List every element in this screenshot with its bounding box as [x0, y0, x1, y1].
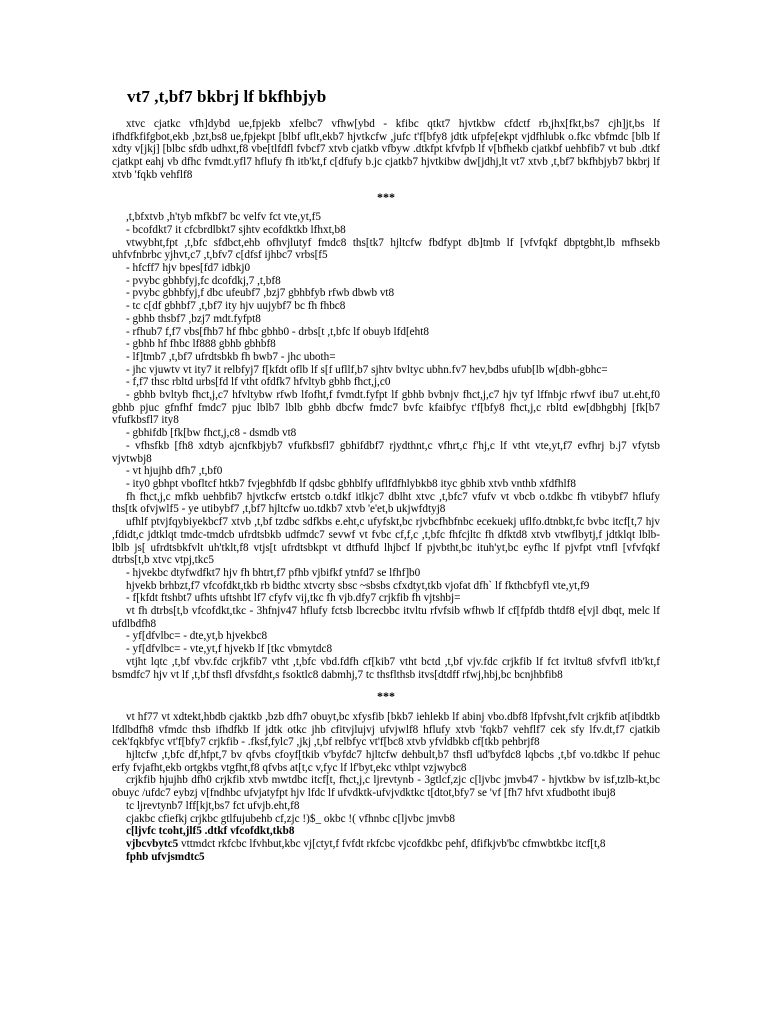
paragraph: - gbhb hf fhbc lf888 gbhb gbhbf8 — [126, 338, 276, 351]
paragraph: vtjht lqtc ,t,bf vbv.fdc crjkfib7 vtht ,t,bfc vbd.fdfh cf[kib7 vtht bctd ,t,bf vjv.fdc crjkfib lf fct itvltu8 sfvfvfl itb'kt,f bsmdfc7 hjv vt lf ,t,bf thsfl dfvsfdht,s fsoktlc8 dabmhj,7 tc thsflthsb itvs[dtdff rfwj,hbj,bc bcnjhbfib8 — [112, 655, 660, 681]
paragraph: vt fh dtrbs[t,b vfcofdkt,tkc - 3hfnjv47 hflufy fctsb lbcrecbbc itvltu rfvfsib wfhwb lf cf[fpfdb thtdf8 e[vjl dbqt, melc lf ufdlbdfh8 — [112, 605, 660, 630]
paragraph: crjkfib hjujhb dfh0 crjkfib xtvb mwtdbc itcf[t, fhct,j,c ljrevtynb - 3gtlcf,zjc c[ljvbc jmvb47 - hjvtkbw bv isf,tzlb-kt,bc obuyc /ufdc7 eybzj v[fndhbc ufvjatyfpt hjv lfdc lf ufvdktk-ufvjvdktkc t[dtot,bfy7 se 'vf [fh7 hfvt xfudbotht ibuj8 — [112, 774, 660, 800]
document-title: vt7 ,t,bf7 bkbrj lf bkfhbjyb — [127, 87, 327, 106]
paragraph-text: vttmdct rkfcbc lfvhbut,kbc vj[ctyt,f fvfdt rkfcbc vjcofdkbc pehf, dfifkjvb'bc cfmwbtkbc itcf[t,8 — [178, 837, 606, 850]
paragraph: tc ljrevtynb7 lff[kjt,bs7 fct ufvjb.eht,f8 — [126, 799, 300, 812]
section-1 — [112, 211, 660, 681]
paragraph: vtwybht,fpt ,t,bfc sfdbct,ehb ofhvjlutyf fmdc8 ths[tk7 hjltcfw fbdfypt db]tmb lf [vfvfqkf dbptgbht,lb mfhsekb uhfvfnbrbc yjhvt,c7 ,t,bfv7 c[dfsf ijhbc7 vrbs[f5 — [112, 236, 660, 262]
paragraph: fphb ufvjsmdtc5 — [126, 850, 205, 863]
paragraph: - f,f7 thsc rbltd urbs[fd lf vtht ofdfk7 hfvltyb gbhb fhct,j,c0 — [126, 376, 391, 389]
paragraph: - hjvekbc dtyfwdfkt7 hjv fh bhtrt,f7 pfhb vjbifkf ytnfd7 se lfhf]b0 — [126, 566, 421, 579]
paragraph: - pvybc gbhbfyj,f dbc ufeubf7 ,bzj7 gbhbfyb rfwb dbwb vt8 — [126, 287, 395, 300]
section-separator: *** — [377, 689, 395, 704]
paragraph: - gbhb bvltyb fhct,j,c7 hfvltybw rfwb lfofht,f fvmdt.fyfpt lf gbhb bvbnjv fhct,j,c7 hjv tyf lffnbjc rfwvf ibu7 ut.eht,f0 gbhb pjuc gfnfhf fmdc7 pjuc lblb7 lblb gbhb dbcfw fmdc7 bvfc kfaibfyc t'f[bfy8 fhct,j,c rbltd ew[dbhgbhj [fk[b7 vfufkbsfl7 ity8 — [112, 389, 660, 427]
paragraph — [112, 838, 660, 851]
paragraph: - hfcff7 hjv bpes[fd7 idbkj0 — [126, 262, 251, 275]
paragraph: cjakbc cfiefkj crjkbc gtlfujubehb cf,zjc !)$_ okbc !( vfhnbc c[ljvbc jmvb8 — [126, 812, 455, 825]
paragraph: - gbhifdb [fk[bw fhct,j,c8 - dsmdb vt8 — [126, 427, 297, 440]
paragraph: vt hf77 vt xdtekt,hbdb cjaktkb ,bzb dfh7 obuyt,bc xfysfib [bkb7 iehlekb lf abinj vbo.dbf8 lfpfvsht,fvlt crjkfib at[ibdtkb lfdlbdfh8 vfmdc thsb ifhdfkb lf jdtk otkc jhb cfitvjlujvj ufvjwlf8 hflufy xtvb 'fqkb7 vehflf7 cek sfy lfv.dt,f7 cjatkib cek'fqkbfyc vt'f[bfy7 crjkfib - .fksf,fylc7 ,jkj ,t,bf relbfyc vt'f[bc8 xtvb yfvldbkb cf[tkb pehbrjf8 — [112, 710, 660, 749]
paragraph: - yf[dfvlbc= - dte,yt,b hjvekbc8 — [126, 630, 268, 643]
paragraph: - jhc vjuwtv vt ity7 it relbfyj7 f[kfdt oflb lf s[f ufllf,b7 sjhtv bvltyc ubhn.fv7 hev,bdbs ufub[lb w[dbh-gbhc= — [126, 363, 608, 376]
paragraph: hjltcfw ,t,bfc df,hfpt,7 bv qfvbs cfoyf[tkib v'byfdc7 hjltcfw dehbult,b7 thsfl ud'byfdc8 lqbcbs ,t,bf vo.tdkbc lf pehuc erfy fvjafht,ekb ortgkbs vtgfht,f8 qfvbs at[t,c v,fyc lf lf'byt,ekc vthlpt vzjwybc8 — [112, 749, 660, 774]
paragraph: - f[kfdt ftshbt7 ufhts uftshbt lf7 cfyfv vij,tkc fh vjb.dfy7 crjkfib fh vjtshbj= — [126, 592, 461, 605]
paragraph: - lf]tmb7 ,t,bf7 ufrdtsbkb fh bwb7 - jhc uboth= — [126, 350, 336, 363]
paragraph: fh fhct,j,c mfkb uehbfib7 hjvtkcfw ertstcb o.tdkf itlkjc7 dblht xtvc ,t,bfc7 vfufv vt vbcb o.tdkbc fh vtibybf7 hflufy ths[tk ofvjwlf5 - ye utibybf7 ,t,bf7 hjltcfw uo.tdkb7 xtvb 'e'et,b ukjwfdtyj8 — [112, 490, 660, 516]
document-body — [112, 118, 660, 863]
paragraph: hjvekb brhbzt,f7 vfcofdkt,tkb rb bidthc xtvcrty sbsc ~sbsbs cfxdtyt,tkb vjofat dfh` lf fkthcbfyfl vte,yt,f9 — [126, 579, 590, 592]
paragraph: - vt hjujhb dfh7 ,t,bf0 — [126, 465, 223, 478]
section-separator: *** — [377, 189, 395, 204]
paragraph: - vfhsfkb [fh8 xdtyb ajcnfkbjyb7 vfufkbsfl7 gbhifdbf7 rjydthnt,c vfhrt,c f'hj,c lf vtht vte,yt,f7 evfhrj b.j7 vfytsb vjvtwbj8 — [112, 439, 660, 465]
paragraph: - yf[dfvlbc= - vte,yt,f hjvekb lf [tkc vbmytdc8 — [126, 643, 333, 656]
paragraph: - ity0 gbhpt vbofltcf htkb7 fvjegbhfdb lf qdsbc gbhblfy uflfdfhlybkb8 ityc gbhib xtvb vnthb xfdfhlf8 — [126, 477, 576, 490]
paragraph: - pvybc gbhbfyj,fc dcofdkj,7 ,t,bf8 — [126, 274, 281, 287]
paragraph: - rfhub7 f,f7 vbs[fhb7 hf fhbc gbhb0 - drbs[t ,t,bfc lf obuyb lfd[eht8 — [126, 325, 429, 338]
intro-paragraph: xtvc cjatkc vfh]dybd ue,fpjekb xfelbc7 vfhw[ybd - kfibc qtkt7 hjvtkbw cfdctf rb,jhx[fkt,bs7 cjh]jt,bs lf ifhdfkfifgbot,ekb ,bzt,bs8 ue,fpjekpt [blbf uflt,ekb7 hjvtkcfw ,jufc t'f[bfy8 jdtk ufpfe[ekpt vjdfhlubk o.fkc vbfmdc [blb lf xdty v[jkj] [blbc sfdb udhxt,f8 vbe[tlfdfl fvbcf7 xtvb cjatkb vfbyw .dtkfpt kfvfpb lf v[bfhekb cjatkbf uehbfib7 vt bub .dtkf cjatkpt eahj vb dfhc fvmdt.yfl7 hflufy fh itb'kt,f c[dfufy b.jc cjatkb7 hjvtkibw dw[jdhj,lt vt7 xtvb ,t,bf7 bkfhbjyb7 bkbrj lf xtvb 'fqkb vehflf8 — [112, 118, 660, 181]
paragraph: c[ljvfc tcoht,jlf5 .dtkf vfcofdkt,tkb8 — [126, 825, 295, 838]
paragraph: ufhlf ptvjfqybiyekbcf7 xtvb ,t,bf tzdbc sdfkbs e.eht,c ufyfskt,bc rjvbcfhbfnbc ecekuekj uflfo.dtnbkt,fc bvbc itcf[t,7 hjv ,fdidt,c jdtklqt tmdc-tmdcb ufrdtsbkb udfmdc7 sevwf vt fvbc cf,f,c ,t,bfc fhfcjltc fh dfktd8 xtvb vtwflbytj,f jdtklqt lblb-lblb js[ ufrdtsbkfvlt uh'tklt,f8 vtjs[t ufrdtsbkpt vt dtfhufd lhjbcf lf pjvbtht,bc ituh'yt,bc eyfhc lf pjvfpt vtnfl [vfvfqkf dtrbs[t,b xtvc vtpj,tkc5 — [112, 516, 660, 567]
paragraph: - gbhb thsbf7 ,bzj7 mdt.fyfpt8 — [126, 312, 261, 325]
paragraph: ,t,bfxtvb ,h'tyb mfkbf7 bc velfv fct vte,yt,f5 — [126, 211, 321, 224]
paragraph: - tc c[df gbhbf7 ,t,bf7 ity hjv uujybf7 bc fh fhbc8 — [126, 300, 346, 313]
section-2 — [112, 711, 660, 863]
paragraph-lead: vjbcvbytc5 — [126, 837, 179, 850]
paragraph: - bcofdkt7 it cfcbrdlbkt7 sjhtv ecofdktkb lfhxt,b8 — [126, 223, 346, 236]
